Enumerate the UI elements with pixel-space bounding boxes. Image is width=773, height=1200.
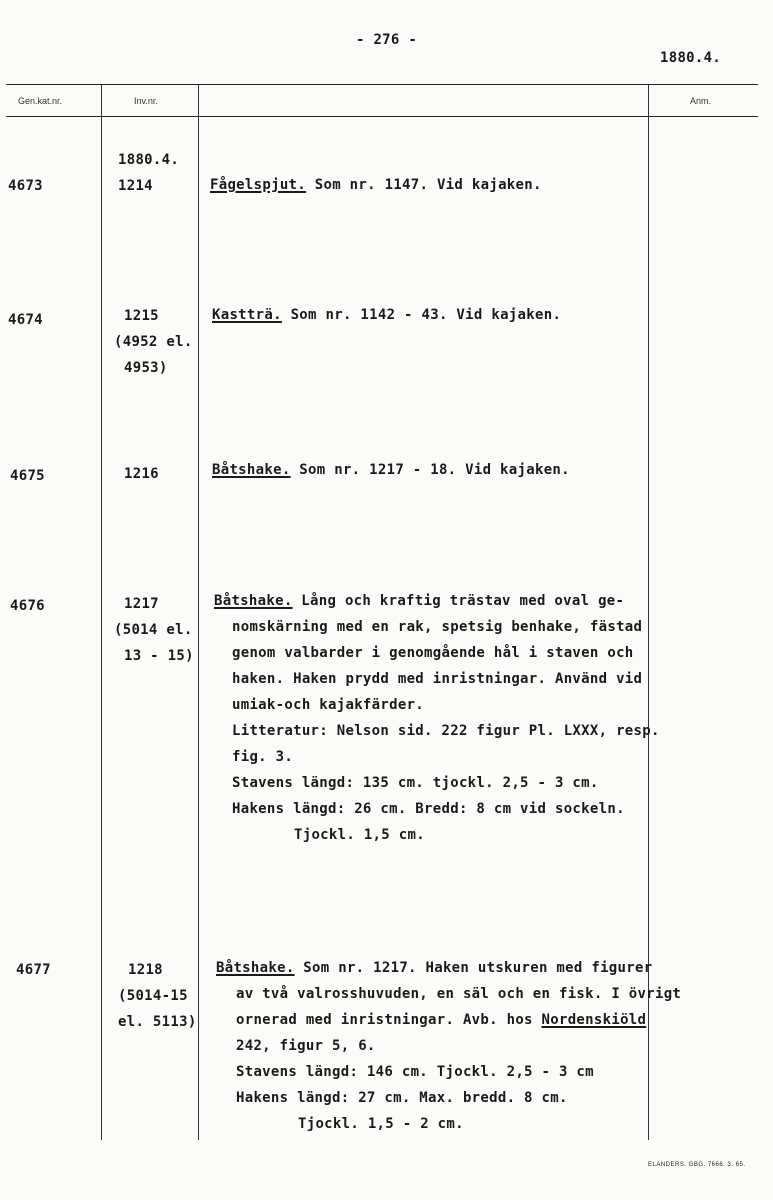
- inv-number: (4952 el.: [114, 334, 193, 350]
- entry-title: Båtshake.: [212, 462, 291, 478]
- inv-number: (5014 el.: [114, 622, 193, 638]
- inv-number: 13 - 15): [124, 648, 194, 664]
- description-line: Litteratur: Nelson sid. 222 figur Pl. LXXX, resp.: [232, 723, 660, 739]
- entry-description: [210, 177, 542, 193]
- entry-title: Båtshake.: [216, 960, 295, 976]
- inv-number: el. 5113): [118, 1014, 197, 1030]
- description-line: haken. Haken prydd med inristningar. Använd vid: [232, 671, 643, 687]
- entry-title: Båtshake.: [214, 593, 293, 609]
- description-line: 242, figur 5, 6.: [236, 1038, 376, 1054]
- inv-number: 4953): [124, 360, 168, 376]
- header-bottom-rule: [6, 116, 758, 117]
- reference-name: Nordenskiöld: [541, 1012, 647, 1028]
- inv-number: 1218: [128, 962, 163, 978]
- description-line: Som nr. 1147. Vid kajaken.: [314, 177, 542, 193]
- column-divider-1: [101, 84, 102, 1140]
- description-line: Tjockl. 1,5 - 2 cm.: [298, 1116, 464, 1132]
- description-line: av två valrosshuvuden, en säl och en fisk. I övrigt: [236, 986, 682, 1002]
- inv-number: 1217: [124, 596, 159, 612]
- description-line: ornerad med inristningar. Avb. hos Nordenskiöld: [236, 1012, 647, 1028]
- year-reference: 1880.4.: [660, 50, 722, 66]
- entry-description: [214, 593, 624, 609]
- entry-description: [212, 462, 570, 478]
- column-header-gen: Gen.kat.nr.: [18, 96, 63, 106]
- printer-mark: ELANDERS. GBG. 7666. 3. 65.: [648, 1162, 746, 1168]
- page-number: - 276 -: [356, 32, 418, 48]
- entry-title: Fågelspjut.: [210, 177, 307, 193]
- description-line: Hakens längd: 26 cm. Bredd: 8 cm vid sockeln.: [232, 801, 625, 817]
- column-header-inv: Inv.nr.: [134, 96, 158, 106]
- description-line: Stavens längd: 146 cm. Tjockl. 2,5 - 3 cm: [236, 1064, 594, 1080]
- column-header-anm: Anm.: [690, 96, 712, 106]
- description-line: Som nr. 1142 - 43. Vid kajaken.: [290, 307, 562, 323]
- inv-number: 1880.4.: [118, 152, 180, 168]
- inv-number: 1214: [118, 178, 153, 194]
- header-top-rule: [6, 84, 758, 85]
- description-line: Som nr. 1217 - 18. Vid kajaken.: [299, 462, 570, 478]
- entry-description: [216, 960, 652, 976]
- gen-number: 4675: [10, 468, 45, 484]
- description-line: Hakens längd: 27 cm. Max. bredd. 8 cm.: [236, 1090, 568, 1106]
- inv-number: 1216: [124, 466, 159, 482]
- gen-number: 4676: [10, 598, 45, 614]
- entry-description: [212, 307, 561, 323]
- description-line: Lång och kraftig trästav med oval ge-: [301, 593, 625, 609]
- gen-number: 4677: [16, 962, 51, 978]
- gen-number: 4674: [8, 312, 43, 328]
- description-line: genom valbarder i genomgående hål i staven och: [232, 645, 634, 661]
- gen-number: 4673: [8, 178, 43, 194]
- description-line: Som nr. 1217. Haken utskuren med figurer: [303, 960, 653, 976]
- column-divider-3: [648, 84, 649, 1140]
- column-divider-2: [198, 84, 199, 1140]
- description-line: fig. 3.: [232, 749, 294, 765]
- description-line: Stavens längd: 135 cm. tjockl. 2,5 - 3 cm.: [232, 775, 599, 791]
- entry-title: Kastträ.: [212, 307, 282, 323]
- inv-number: (5014-15: [118, 988, 188, 1004]
- description-line: Tjockl. 1,5 cm.: [294, 827, 425, 843]
- inv-number: 1215: [124, 308, 159, 324]
- description-line: nomskärning med en rak, spetsig benhake, fästad: [232, 619, 643, 635]
- description-line: umiak-och kajakfärder.: [232, 697, 425, 713]
